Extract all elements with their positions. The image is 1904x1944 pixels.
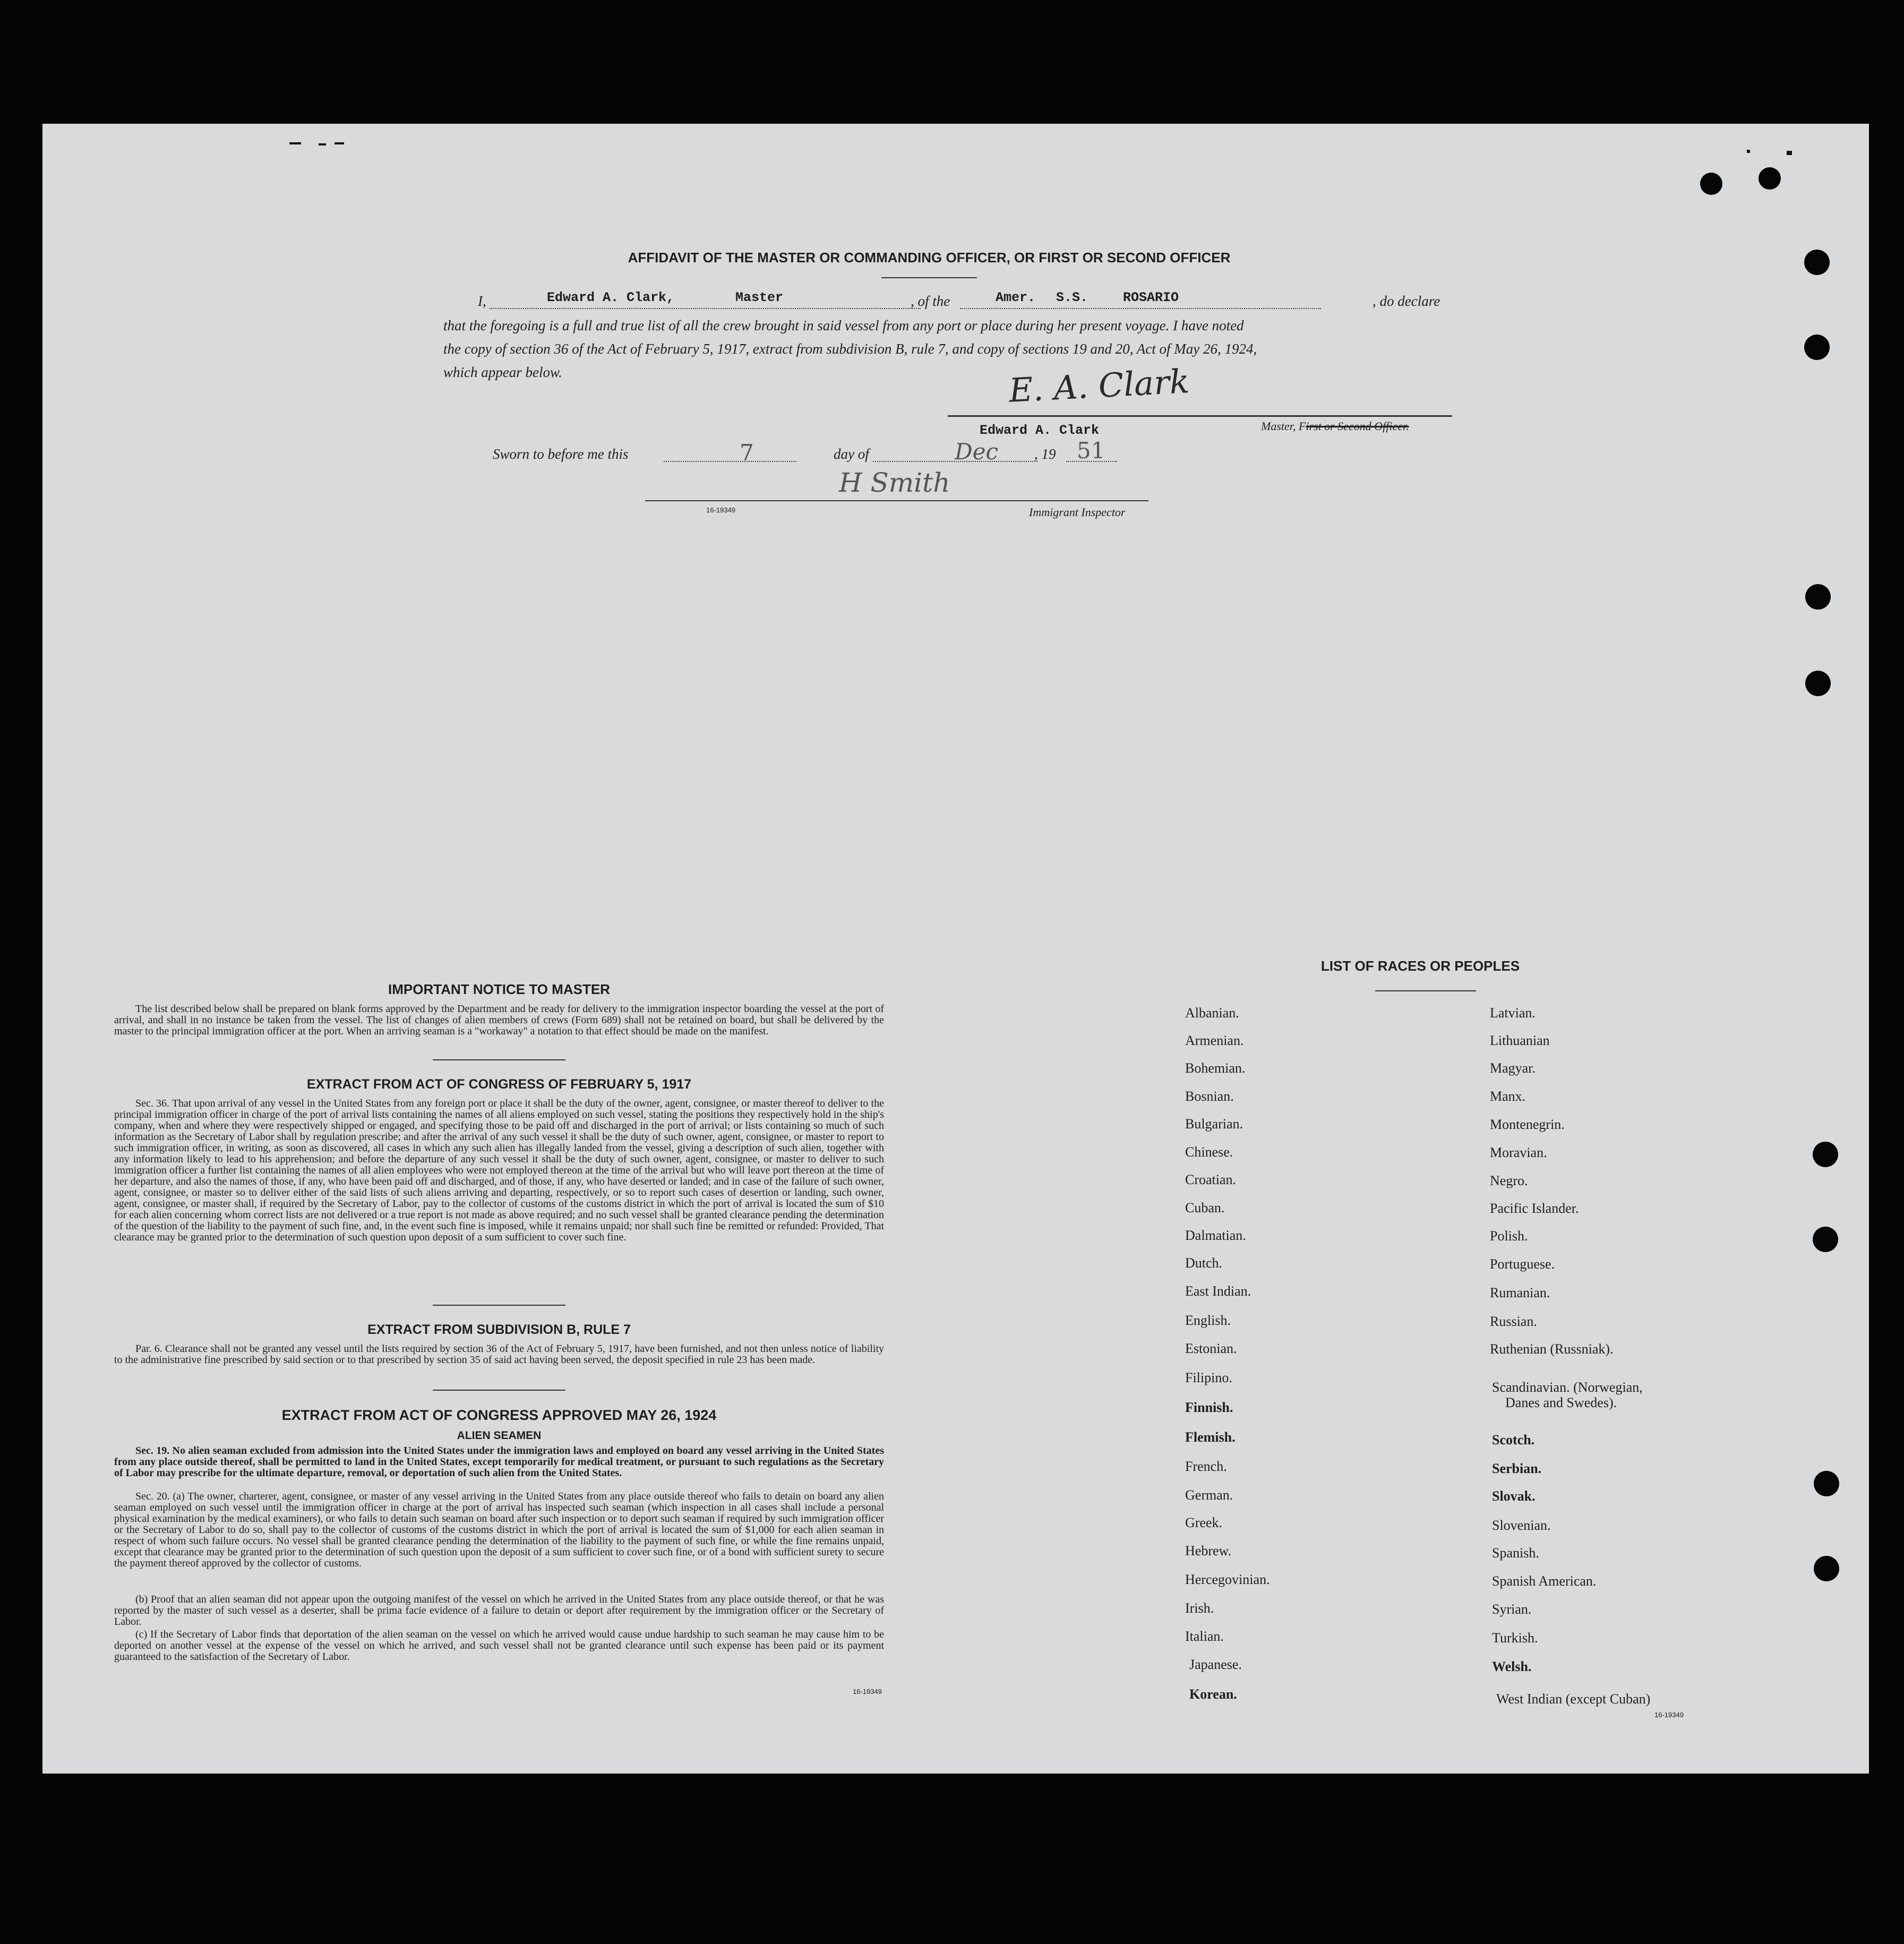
punch-hole: [1814, 1471, 1839, 1496]
day-of-label: day of: [834, 446, 869, 462]
race-item: Turkish.: [1492, 1630, 1538, 1646]
rank-field: Master: [735, 290, 784, 305]
race-item: Chinese.: [1185, 1144, 1233, 1160]
punch-hole: [1814, 1556, 1839, 1581]
race-item: Syrian.: [1492, 1602, 1532, 1617]
race-item: Portuguese.: [1490, 1256, 1555, 1272]
race-item: Rumanian.: [1490, 1285, 1550, 1300]
divider-1: [433, 1059, 565, 1060]
inspector-line: [645, 500, 1148, 501]
race-item: Welsh.: [1492, 1659, 1532, 1674]
race-item: Hebrew.: [1185, 1543, 1232, 1558]
race-item: Spanish.: [1492, 1545, 1539, 1561]
race-item: Flemish.: [1185, 1429, 1236, 1445]
race-item: Russian.: [1490, 1314, 1537, 1329]
race-item: Estonian.: [1185, 1341, 1237, 1356]
races-title: LIST OF RACES OR PEOPLES: [1320, 958, 1520, 974]
sworn-year: 51: [1077, 438, 1105, 464]
punch-hole: [1700, 173, 1722, 195]
punch-hole: [1759, 167, 1781, 190]
form-number-left: 16-19349: [853, 1688, 882, 1695]
race-item: Finnish.: [1185, 1400, 1233, 1415]
extract-1924-title: EXTRACT FROM ACT OF CONGRESS APPROVED MAY 26, 1924: [281, 1407, 717, 1423]
title-divider: [881, 277, 977, 278]
form-number-right: 16-19349: [1654, 1711, 1684, 1719]
notice-title: IMPORTANT NOTICE TO MASTER: [388, 981, 610, 997]
inspector-signature: H Smith: [839, 467, 950, 498]
sec-20c-body: (c) If the Secretary of Labor finds that deportation of the alien seaman on the vessel on which he arrived would cause undue hardship to such seaman he may cause him to be deported on another vessel at the expense of the vessel on which he arrived, and such vessel shall not be granted clearance until such expense has been paid or its payment guaranteed to the satisfaction of the Secretary of Labor.: [114, 1629, 884, 1663]
vessel-name: ROSARIO: [1123, 290, 1179, 305]
race-item: Japanese.: [1189, 1657, 1242, 1672]
signer-title-master: Master, F: [1261, 419, 1306, 433]
race-item: Polish.: [1490, 1228, 1528, 1244]
race-item: Danes and Swedes).: [1505, 1395, 1617, 1410]
signature-line: [948, 415, 1452, 417]
year-prefix: , 19: [1034, 446, 1056, 462]
scan-speck: [319, 143, 326, 145]
scan-speck: [289, 142, 301, 144]
divider-3: [433, 1390, 565, 1391]
sec-20a-body: Sec. 20. (a) The owner, charterer, agent, consignee, or master of any vessel arriving in the United States from any place outside thereof who fails to detain on board any alien seaman employed on such vessel until the immigration officer in charge at the port of arrival has inspected such seaman (which inspection in all cases shall include a personal physical examination by the medical examiners), or who fails to detain such seaman on board after such inspection or to deport such seaman if required by such immigration officer or the Secretary of Labor to do so, shall pay to the collector of customs of the customs district in which the port of arrival is located the sum of $1,000 for each alien seaman in respect of whom such failure occurs. No vessel shall be granted clearance pending the determination of the liability to the payment of such fine, or while the fine remains unpaid, except that clearance may be granted prior to the determination of such question upon the deposit of a sum sufficient to cover such fine, or of a bond with sufficient surety to secure the payment thereof approved by the collector of customs.: [114, 1491, 884, 1569]
sworn-line: [493, 438, 1156, 467]
affidavit-title: AFFIDAVIT OF THE MASTER OR COMMANDING OFFICER, OR FIRST OR SECOND OFFICER: [628, 250, 1231, 266]
race-item: Italian.: [1185, 1629, 1224, 1644]
prefix-i: I,: [478, 293, 486, 309]
race-item: Croatian.: [1185, 1172, 1237, 1187]
race-item: Bosnian.: [1185, 1089, 1234, 1104]
race-item: Bulgarian.: [1185, 1116, 1243, 1132]
punch-hole: [1805, 584, 1831, 610]
scan-speck: [1787, 151, 1792, 155]
typed-name: Edward A. Clark: [980, 423, 1100, 438]
race-item: English.: [1185, 1313, 1231, 1328]
sec-19-body: Sec. 19. No alien seaman excluded from admission into the United States under the immigration laws and employed on board any vessel arriving in the United States from any place outside thereof, shall be permitted to land in the United States, except temporarily for medical treatment, or pursuant to such regulations as the Secretary of Labor may prescribe for the ultimate departure, removal, or deportation of such alien from the United States.: [114, 1445, 884, 1479]
sec-20b-body: (b) Proof that an alien seaman did not appear upon the outgoing manifest of the vessel on which he arrived in the United States from any place outside thereof, or that he was reported by the master of such vessel as a deserter, shall be prima facie evidence of a failure to detain or deport after requirement by the immigration officer or the Secretary of Labor.: [114, 1594, 884, 1628]
race-item: Filipino.: [1185, 1370, 1232, 1385]
punch-hole: [1804, 335, 1830, 360]
race-item: French.: [1185, 1459, 1227, 1474]
races-divider: [1375, 990, 1476, 991]
race-item: Montenegrin.: [1490, 1117, 1565, 1132]
race-item: Pacific Islander.: [1490, 1201, 1579, 1216]
race-item: Dalmatian.: [1185, 1228, 1246, 1243]
form-number-top: 16-19349: [706, 506, 735, 514]
race-item: Lithuanian: [1490, 1033, 1550, 1048]
of-the-label: , of the: [911, 293, 950, 309]
sworn-day-line: [664, 461, 796, 462]
extract-1917-body: Sec. 36. That upon arrival of any vessel in the United States from any foreign port or place it shall be the duty of the owner, agent, consignee, or master thereof to deliver to the principal immigration officer in charge of the port of arrival lists containing the names of all aliens employed on such vessel, stating the positions they respectively hold in the ship's company, when and where they were respectively shipped or engaged, and specifying those to be paid off and discharged in the port of arrival; or lists containing so much of such information as the Secretary of Labor shall by regulation prescribe; and after the arrival of any such vessel it shall be the duty of such owner, agent, consignee, or master to report to such immigration officer, in writing, as soon as discovered, all cases in which any such alien has illegally landed from the vessel, giving a description of such alien, together with any information likely to lead to his apprehension; and before the departure of any such vessel it shall be the duty of such owner, agent, consignee, or master to deliver to such immigration officer a further list containing the names of all alien employees who were not employed thereon at the time of the arrival but who will leave port thereon at the time of her departure, and also the names of those, if any, who have been paid off and discharged, and of those, if any, who have deserted or landed; and in case of the failure of such owner, agent, consignee, or master so to deliver either of the said lists of such aliens arriving and departing, respectively, or so to report such cases of desertion or landing, such owner, agent, consignee, or master shall, if required by the Secretary of Labor, pay to the collector of customs of the customs district in which the port of arrival is located the sum of $10 for each alien concerning whom correct lists are not delivered or a true report is not made as above required; and no such vessel shall be granted clearance pending the determination of the question of the liability to the payment of such fine, and, in the event such fine is imposed, while it remains unpaid; nor shall such fine be remitted or refunded: Provided, That clearance may be granted prior to the determination of such question upon deposit of a sum sufficient to cover such fine.: [114, 1098, 884, 1243]
race-item: Bohemian.: [1185, 1060, 1246, 1076]
race-item: Latvian.: [1490, 1005, 1536, 1021]
signer-title: [1261, 419, 1409, 433]
race-item: Irish.: [1185, 1600, 1214, 1616]
affidavit-statement-2: that the foregoing is a full and true list of all the crew brought in said vessel from any port or place during her present voyage. I have noted: [443, 318, 1244, 333]
extract-1917-title: EXTRACT FROM ACT OF CONGRESS OF FEBRUARY 5, 1917: [306, 1077, 692, 1092]
sworn-label: Sworn to before me this: [493, 446, 629, 462]
divider-2: [433, 1305, 565, 1306]
race-item: Scotch.: [1492, 1432, 1535, 1448]
do-declare-label: , do declare: [1373, 293, 1440, 309]
race-item: Negro.: [1490, 1173, 1528, 1188]
scan-speck: [1747, 150, 1750, 153]
race-item: Scandinavian. (Norwegian,: [1492, 1380, 1643, 1395]
race-item: Greek.: [1185, 1515, 1223, 1530]
affidavit-statement-4: which appear below.: [443, 364, 562, 380]
inspector-title: Immigrant Inspector: [1029, 506, 1126, 519]
master-signature: E. A. Clark: [1008, 362, 1190, 410]
race-item: East Indian.: [1185, 1283, 1251, 1299]
subdivision-b-body: Par. 6. Clearance shall not be granted any vessel until the lists required by section 36 of the Act of February 5, 1917, have been furnished, and not then unless notice of liability to the administrative fine prescribed by said section or to that prescribed by section 35 of said act having been served, the deposit specified in rule 23 has been made.: [114, 1343, 884, 1366]
race-item: Spanish American.: [1492, 1573, 1597, 1589]
race-item: Albanian.: [1185, 1005, 1239, 1021]
race-item: Ruthenian (Russniak).: [1490, 1341, 1614, 1357]
race-item: Manx.: [1490, 1089, 1526, 1104]
race-item: West Indian (except Cuban): [1496, 1691, 1651, 1707]
punch-hole: [1813, 1142, 1838, 1167]
race-item: Armenian.: [1185, 1033, 1244, 1048]
extract-1924-subtitle: ALIEN SEAMEN: [457, 1429, 542, 1442]
sworn-month: Dec: [955, 439, 999, 465]
scan-speck: [335, 142, 344, 144]
affidavit-line-1: [478, 290, 1453, 314]
signer-title-struck: irst or Second Officer.: [1306, 419, 1409, 433]
punch-hole: [1805, 671, 1831, 696]
race-item: Moravian.: [1490, 1145, 1547, 1160]
race-item: Cuban.: [1185, 1200, 1225, 1215]
punch-hole: [1804, 250, 1830, 275]
subdivision-b-title: EXTRACT FROM SUBDIVISION B, RULE 7: [367, 1322, 631, 1337]
race-item: Dutch.: [1185, 1255, 1223, 1271]
race-item: Hercegovinian.: [1185, 1572, 1270, 1587]
race-item: Serbian.: [1492, 1461, 1542, 1476]
race-item: Slovak.: [1492, 1488, 1536, 1504]
name-field-line: [490, 308, 921, 309]
punch-hole: [1813, 1227, 1838, 1252]
race-item: Korean.: [1189, 1686, 1237, 1702]
notice-body: The list described below shall be prepared on blank forms approved by the Department and be ready for delivery to the immigration inspector boarding the vessel at the port of arrival, and shall in no instance be taken from the vessel. The list of changes of alien members of crews (Form 689) shall not be retained on board, but shall be delivered by the master to the principal immigration officer at the port. When an arriving seaman is a "workaway" a notation to that effect should be made on the manifest.: [114, 1003, 884, 1037]
race-item: Slovenian.: [1492, 1518, 1551, 1533]
race-item: Magyar.: [1490, 1060, 1536, 1076]
sworn-day: 7: [740, 440, 754, 466]
affidavit-statement-3: the copy of section 36 of the Act of February 5, 1917, extract from subdivision B, rule 7, and copy of sections 19 and 20, Act of May 26, 1924,: [443, 341, 1257, 357]
race-item: German.: [1185, 1487, 1233, 1503]
vessel-prefix: Amer. S.S.: [996, 290, 1088, 305]
name-field: Edward A. Clark,: [547, 290, 675, 305]
vessel-field-line: [960, 308, 1321, 309]
